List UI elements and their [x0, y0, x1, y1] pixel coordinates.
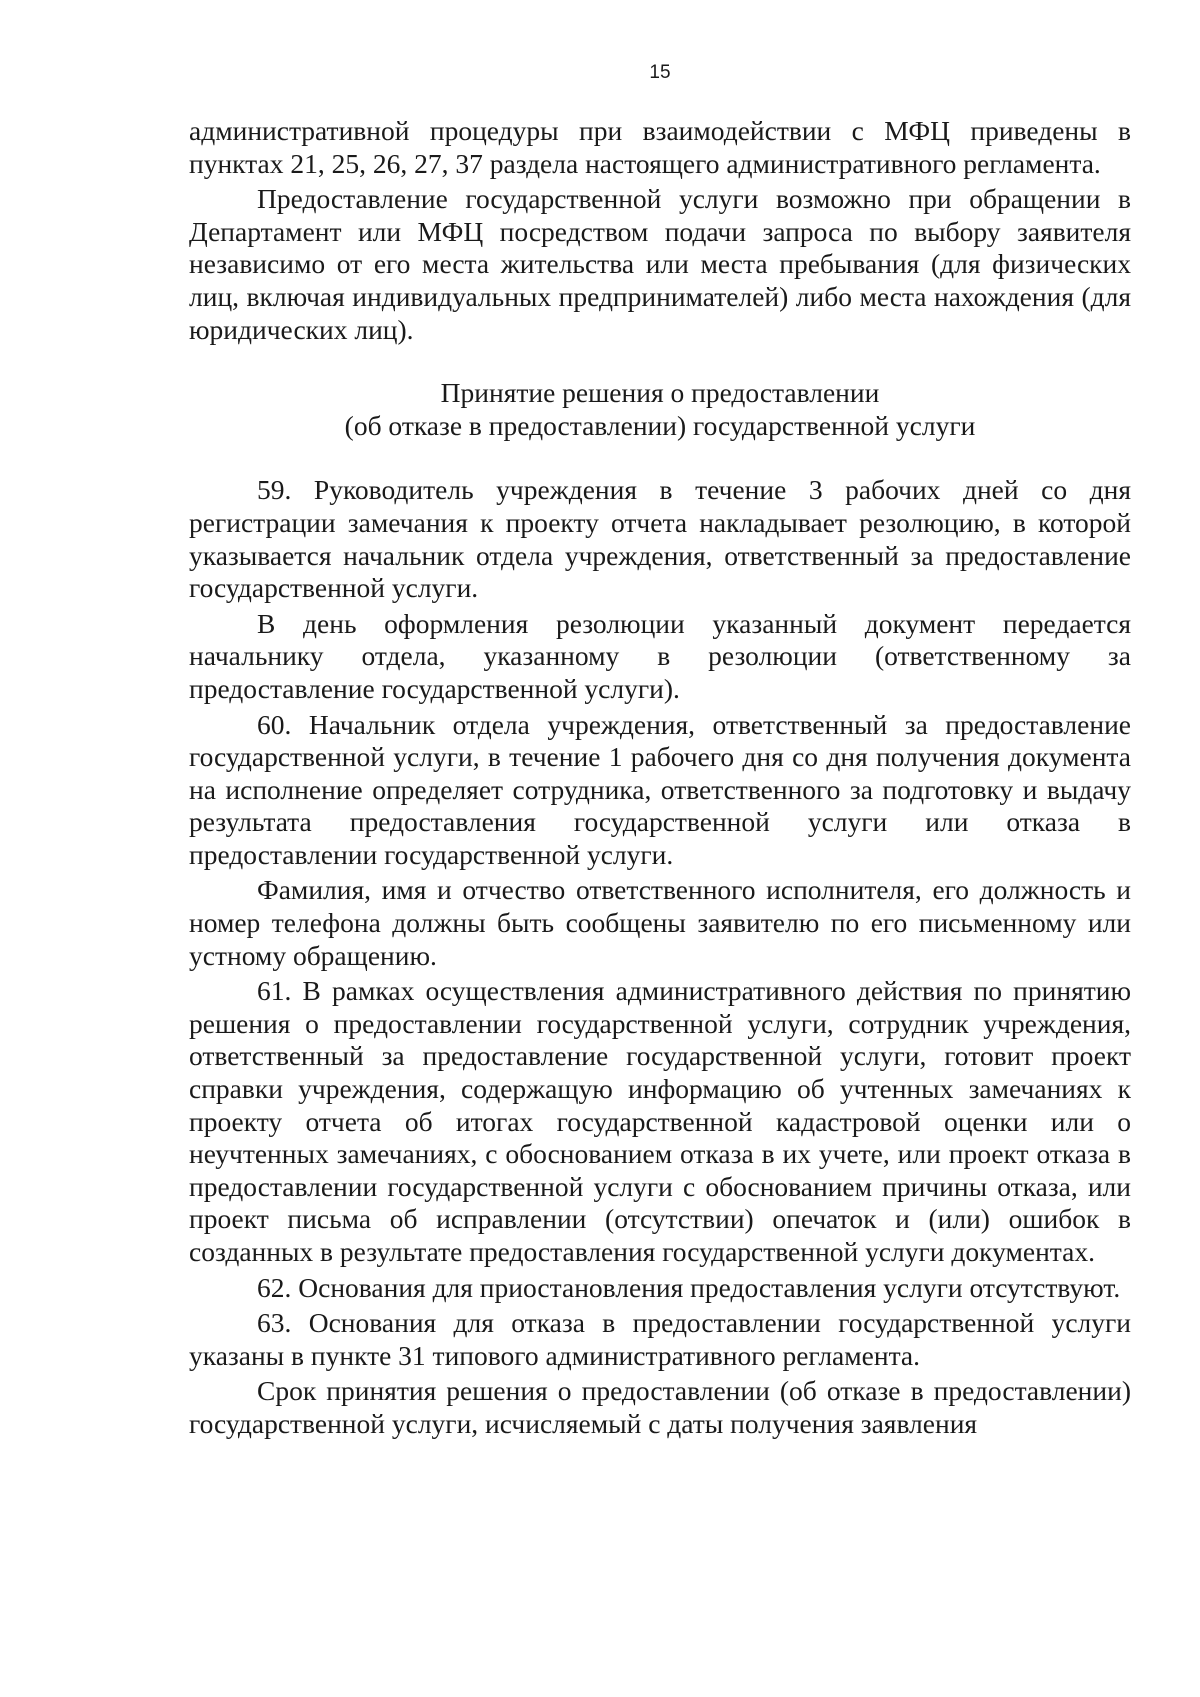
paragraph-resolution-transfer: В день оформления резолюции указанный документ передается начальнику отдела, указанному в резолюции (ответственному за предоставление государственной услуги).	[189, 607, 1131, 704]
page-number: 15	[649, 62, 671, 83]
paragraph-60: 60. Начальник отдела учреждения, ответственный за предоставление государственной услуги, в течение 1 рабочего дня со дня получения документа на исполнение определяет сотрудника, ответственного за подготовку и выдачу результата предоставления государственной услуги или отказа в предоставлении государственной услуги.	[189, 708, 1131, 870]
paragraph-service-access: Предоставление государственной услуги возможно при обращении в Департамент или МФЦ посредством подачи запроса по выбору заявителя независимо от его места жительства или места пребывания (для физических лиц, включая индивидуальных предпринимателей) либо места нахождения (для юридических лиц).	[189, 183, 1131, 345]
document-body	[189, 115, 1131, 1441]
paragraph-63: 63. Основания для отказа в предоставлении государственной услуги указаны в пункте 31 типового административного регламента.	[189, 1307, 1131, 1371]
paragraph-executor-info: Фамилия, имя и отчество ответственного исполнителя, его должность и номер телефона должны быть сообщены заявителю по его письменному или устному обращению.	[189, 874, 1131, 971]
section-heading-line-2: (об отказе в предоставлении) государственной услуги	[344, 409, 976, 441]
paragraph-59: 59. Руководитель учреждения в течение 3 рабочих дней со дня регистрации замечания к проекту отчета накладывает резолюцию, в которой указывается начальник отдела учреждения, ответственный за предоставление государственной услуги.	[189, 474, 1131, 604]
paragraph-61: 61. В рамках осуществления административного действия по принятию решения о предоставлении государственной услуги, сотрудник учреждения, ответственный за предоставление государственной услуги, готовит проект справки учреждения, содержащую информацию об учтенных замечаниях к проекту отчета об итогах государственной кадастровой оценки или о неучтенных замечаниях, с обоснованием отказа в их учете, или проект отказа в предоставлении государственной услуги с обоснованием причины отказа, или проект письма об исправлении (отсутствии) опечаток и (или) ошибок в созданных в результате предоставления государственной услуги документах.	[189, 975, 1131, 1267]
paragraph-continuation: административной процедуры при взаимодействии с МФЦ приведены в пунктах 21, 25, 26, 27, 37 раздела настоящего административного регламента.	[189, 115, 1131, 179]
paragraph-62: 62. Основания для приостановления предоставления услуги отсутствуют.	[257, 1271, 1121, 1303]
section-heading-line-1: Принятие решения о предоставлении	[440, 377, 880, 409]
paragraph-decision-term: Срок принятия решения о предоставлении (об отказе в предоставлении) государственной услуги, исчисляемый с даты получения заявления	[189, 1375, 1131, 1439]
section-heading	[189, 377, 1131, 442]
